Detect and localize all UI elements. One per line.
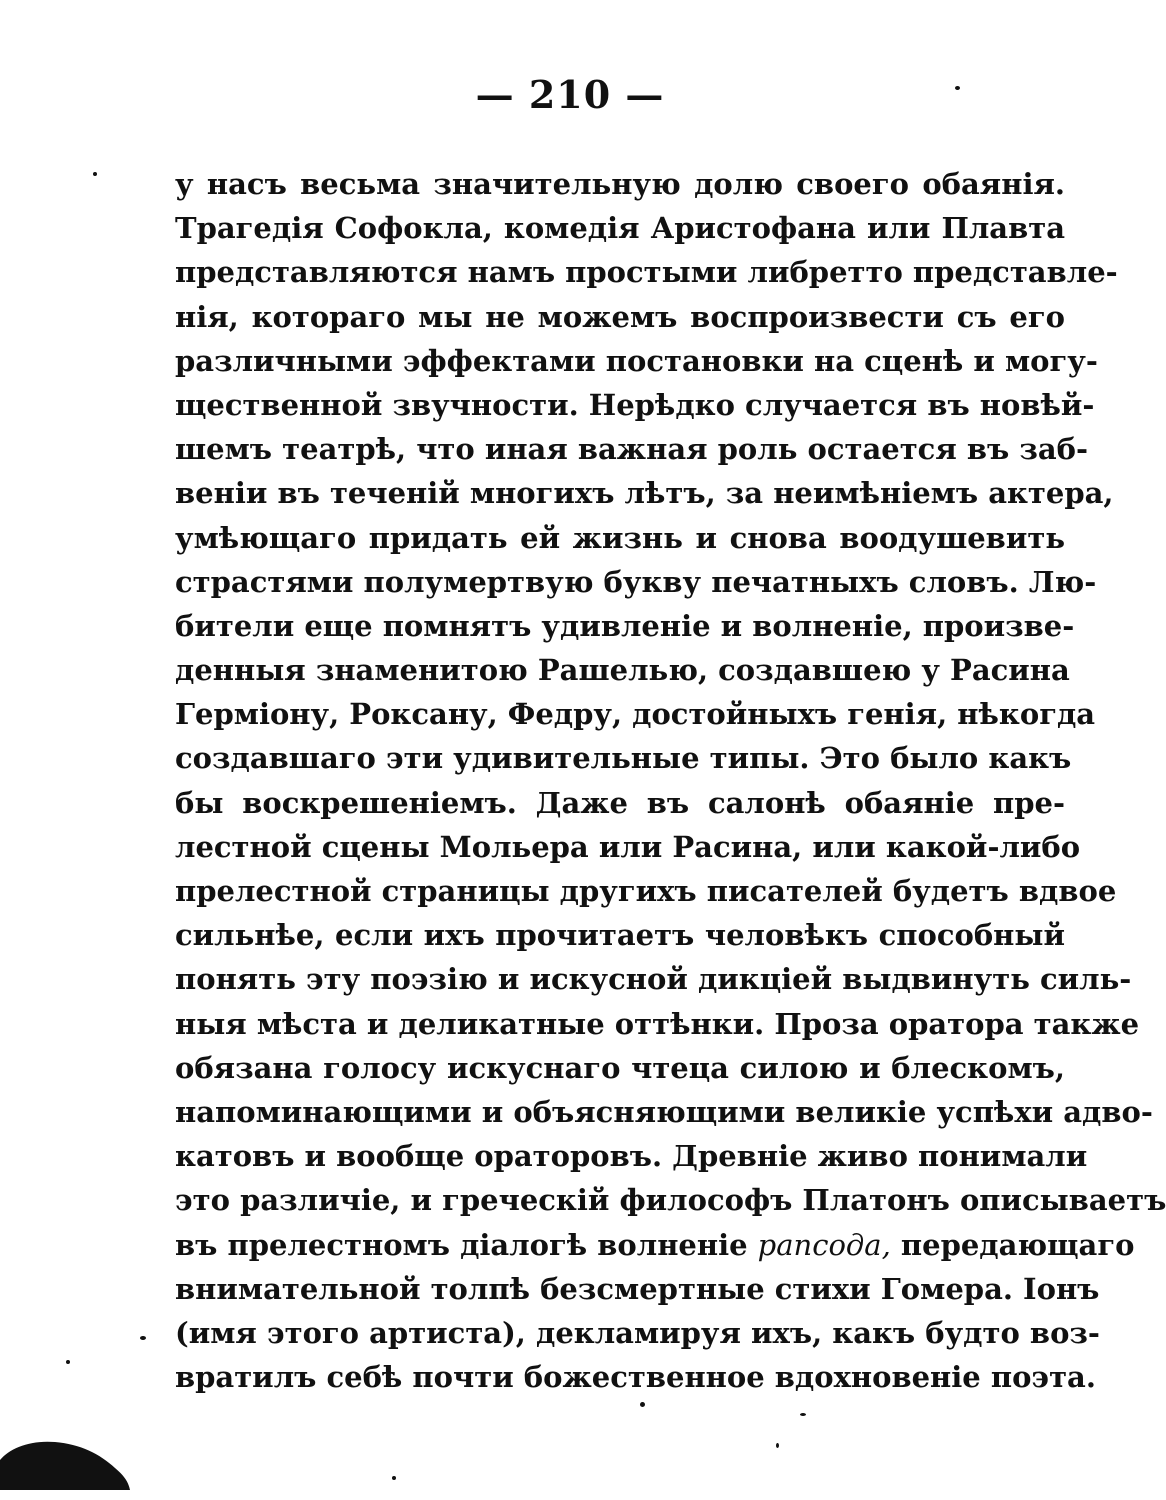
text-line: страстями полумертвую букву печатныхъ словъ. Лю- [175,564,1097,599]
text-line: внимательной толпѣ безсмертные стихи Гомера. Іонъ [175,1271,1100,1306]
text-line: различными эффектами постановки на сценѣ и могу- [175,343,1098,378]
text-line: катовъ и вообще ораторовъ. Древніе живо понимали [175,1139,1088,1174]
text-line: щественной звучности. Нерѣдко случается въ новѣй- [175,387,1095,422]
ink-blot [0,1420,130,1490]
text-line: у насъ весьма значительную долю своего обаянія. [175,167,1065,201]
text-line: понять эту поэзію и искусной дикціей выдвинуть силь- [175,962,1132,997]
text-line: сильнѣе, если ихъ прочитаетъ человѣкъ способный [175,918,1065,953]
text-line: шемъ театрѣ, что иная важная роль остается въ заб- [175,432,1089,467]
body-text [175,162,1166,1399]
text-line: напоминающими и объясняющими великіе успѣхи адво- [175,1094,1153,1129]
page-number: — 210 — [475,72,665,117]
text-line: нія, котораго мы не можемъ воспроизвести съ его [175,299,1065,334]
text-line: прелестной страницы другихъ писателей будетъ вдвое [175,874,1117,908]
text-line: бители еще помнятъ удивленіе и волненіе, произве- [175,608,1075,643]
text-line: Герміону, Роксану, Федру, достойныхъ генія, нѣкогда [175,697,1096,732]
text-line: веніи въ теченій многихъ лѣтъ, за неимѣніемъ актера, [175,476,1114,511]
text-line: вратилъ себѣ почти божественное вдохновеніе поэта. [175,1360,1096,1395]
text-line: создавшаго эти удивительные типы. Это было какъ [175,741,1072,776]
line-segment: въ прелестномъ діалогѣ волненіе [175,1227,758,1262]
text-line: (имя этого артиста), декламируя ихъ, какъ будто воз- [175,1315,1100,1350]
italic-word: рапсода, [757,1227,891,1262]
text-line: бы воскрешеніемъ. Даже въ салонѣ обаяніе пре- [175,785,1065,820]
text-line: обязана голосу искуснаго чтеца силою и блескомъ, [175,1050,1065,1085]
scan-speck [93,172,97,176]
scan-speck [776,1443,779,1448]
scan-speck [392,1476,396,1480]
scan-speck [640,1402,645,1407]
text-line: это различіе, и греческій философъ Платонъ описываетъ [175,1183,1166,1218]
text-line: лестной сцены Мольера или Расина, или какой-либо [175,829,1081,864]
text-line-with-italic [175,1223,1135,1267]
scan-speck [140,1336,146,1340]
line-segment: передающаго [890,1227,1135,1262]
text-line: умѣющаго придать ей жизнь и снова воодушевить [175,520,1065,555]
scan-speck [800,1413,806,1416]
scan-speck [955,86,960,90]
text-line: представляются намъ простыми либретто представле- [175,255,1118,290]
scan-speck [66,1360,70,1364]
text-line: ныя мѣста и деликатные оттѣнки. Проза оратора также [175,1006,1140,1041]
text-line: Трагедія Софокла, комедія Аристофана или Плавта [175,211,1065,246]
text-line: денныя знаменитою Рашелью, создавшею у Расина [175,653,1070,688]
